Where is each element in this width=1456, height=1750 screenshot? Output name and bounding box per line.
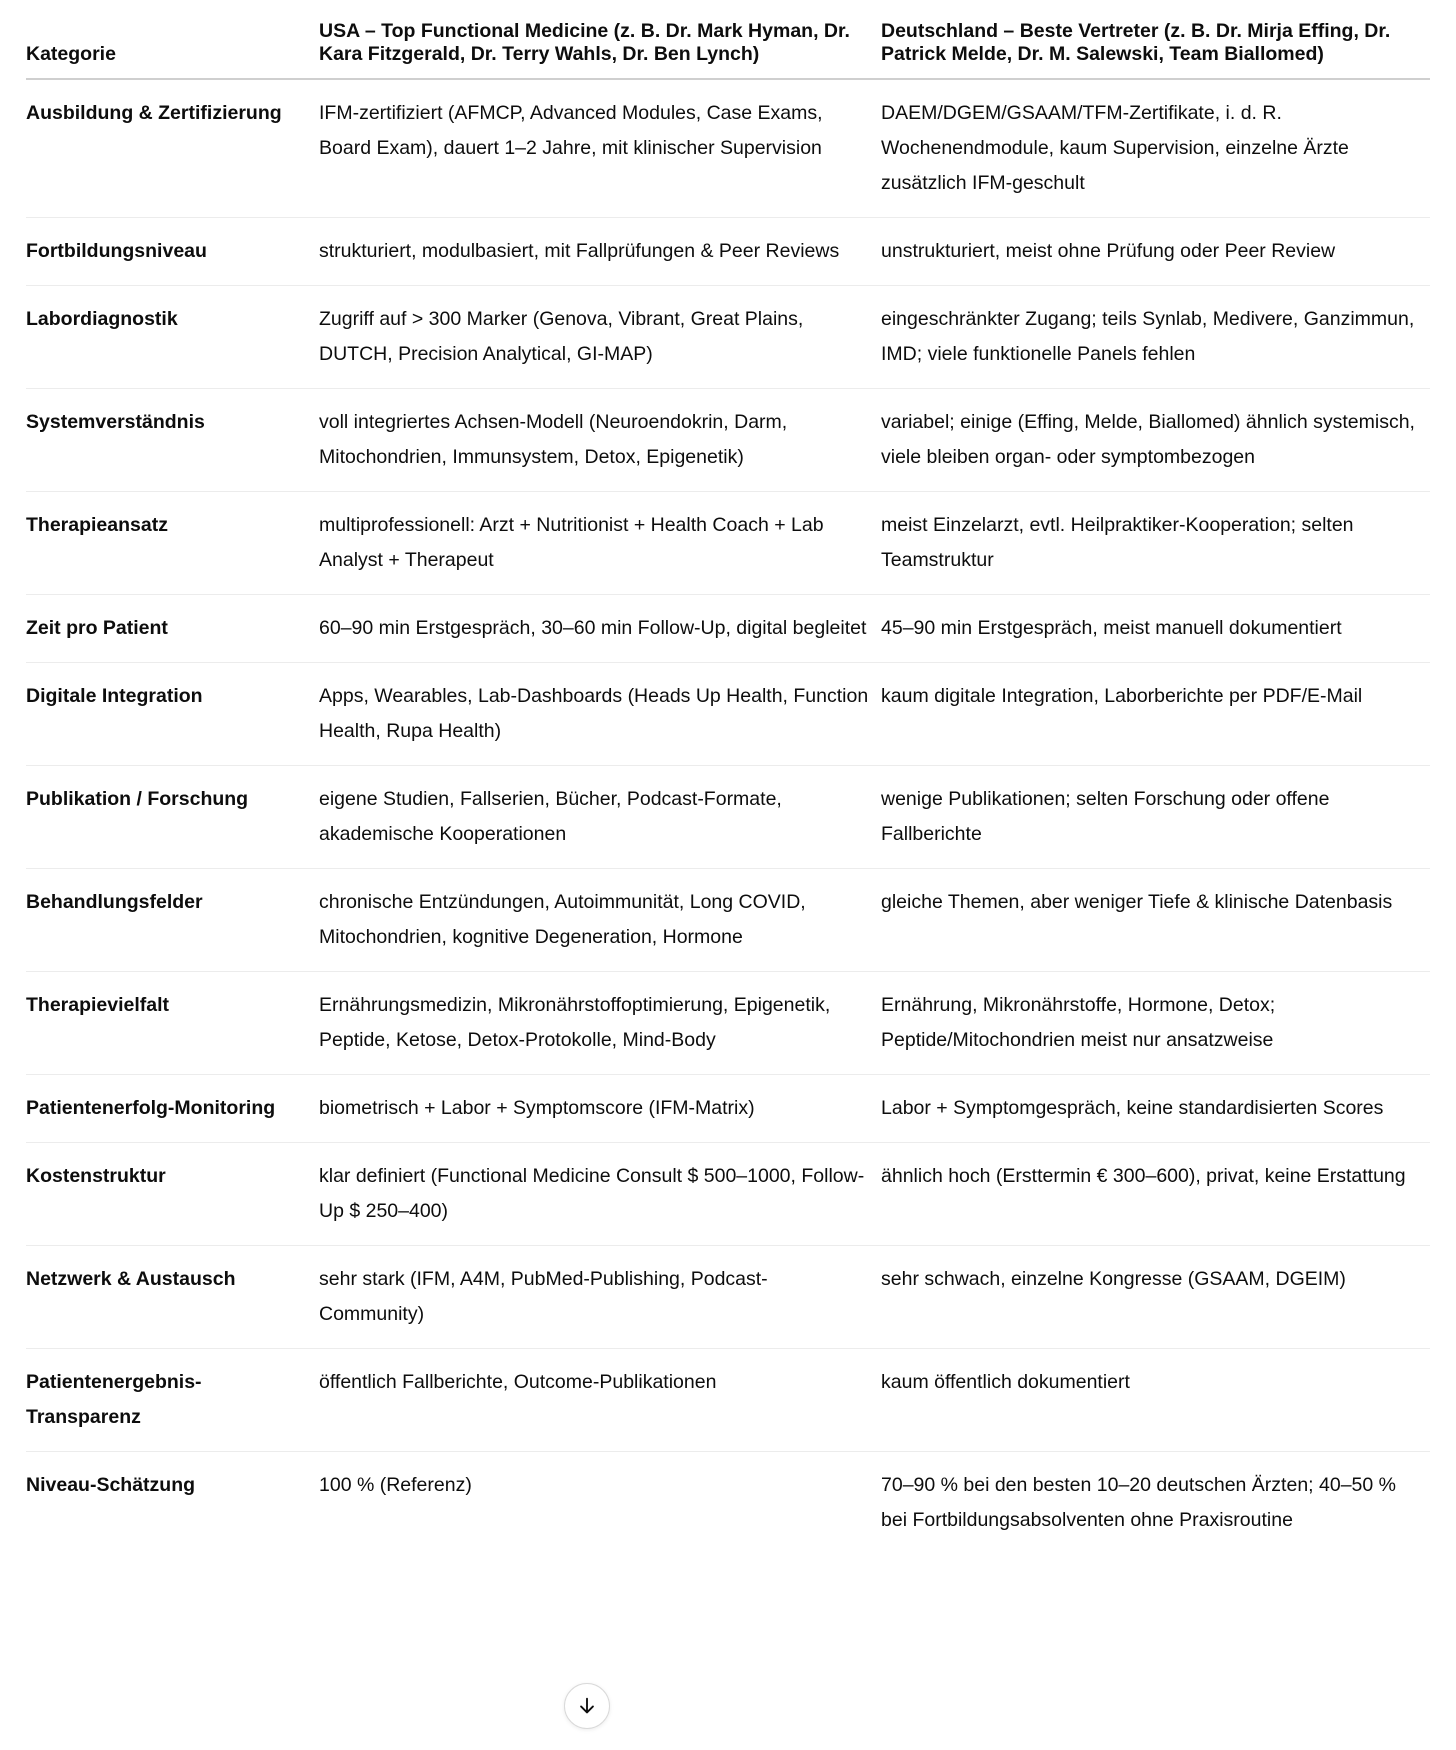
cell-usa: voll integriertes Achsen-Modell (Neuroendokrin, Darm, Mitochondrien, Immunsystem, Detox, Epigenetik)	[319, 389, 881, 492]
cell-germany: meist Einzelarzt, evtl. Heilpraktiker-Kooperation; selten Teamstruktur	[881, 492, 1430, 595]
cell-category: Systemverständnis	[26, 389, 319, 492]
table-row	[26, 492, 1430, 595]
cell-germany: Ernährung, Mikronährstoffe, Hormone, Detox; Peptide/Mitochondrien meist nur ansatzweise	[881, 972, 1430, 1075]
cell-germany: Labor + Symptomgespräch, keine standardisierten Scores	[881, 1075, 1430, 1143]
cell-category: Niveau-Schätzung	[26, 1474, 196, 1496]
table-row	[26, 1246, 1430, 1349]
table-row	[26, 869, 1430, 972]
cell-category: Labordiagnostik	[26, 286, 319, 389]
cell-germany: eingeschränkter Zugang; teils Synlab, Medivere, Ganzimmun, IMD; viele funktionelle Panels fehlen	[881, 286, 1430, 389]
comparison-table-container	[26, 0, 1430, 1554]
header-category: Kategorie	[26, 0, 319, 79]
table-row	[26, 766, 1430, 869]
header-germany: Deutschland – Beste Vertreter (z. B. Dr. Mirja Effing, Dr. Patrick Melde, Dr. M. Salewski, Team Biallomed)	[881, 0, 1430, 79]
cell-usa: sehr stark (IFM, A4M, PubMed-Publishing, Podcast-Community)	[319, 1246, 881, 1349]
cell-category: Publikation / Forschung	[26, 766, 319, 869]
cell-category: Therapieansatz	[26, 492, 319, 595]
cell-germany: variabel; einige (Effing, Melde, Biallomed) ähnlich systemisch, viele bleiben organ- oder symptombezogen	[881, 389, 1430, 492]
comparison-table	[26, 0, 1430, 1554]
cell-usa: biometrisch + Labor + Symptomscore (IFM-Matrix)	[319, 1075, 881, 1143]
cell-germany: kaum öffentlich dokumentiert	[881, 1349, 1430, 1452]
cell-category: Zeit pro Patient	[26, 595, 319, 663]
cell-germany: 45–90 min Erstgespräch, meist manuell dokumentiert	[881, 595, 1430, 663]
cell-germany: gleiche Themen, aber weniger Tiefe & klinische Datenbasis	[881, 869, 1430, 972]
table-row	[26, 972, 1430, 1075]
cell-germany: wenige Publikationen; selten Forschung oder offene Fallberichte	[881, 766, 1430, 869]
table-row	[26, 595, 1430, 663]
cell-category: Patientenergebnis-Transparenz	[26, 1349, 319, 1452]
table-row	[26, 1143, 1430, 1246]
cell-usa: multiprofessionell: Arzt + Nutritionist + Health Coach + Lab Analyst + Therapeut	[319, 492, 881, 595]
table-row	[26, 1349, 1430, 1452]
cell-category: Netzwerk & Austausch	[26, 1246, 319, 1349]
table-row	[26, 1452, 1430, 1555]
table-row	[26, 286, 1430, 389]
cell-usa: klar definiert (Functional Medicine Consult $ 500–1000, Follow-Up $ 250–400)	[319, 1143, 881, 1246]
cell-category: Digitale Integration	[26, 663, 319, 766]
table-row	[26, 218, 1430, 286]
cell-usa: eigene Studien, Fallserien, Bücher, Podcast-Formate, akademische Kooperationen	[319, 766, 881, 869]
arrow-down-icon	[576, 1695, 598, 1717]
cell-usa: chronische Entzündungen, Autoimmunität, Long COVID, Mitochondrien, kognitive Degeneration, Hormone	[319, 869, 881, 972]
cell-germany: kaum digitale Integration, Laborberichte per PDF/E-Mail	[881, 663, 1430, 766]
table-row	[26, 389, 1430, 492]
table-row	[26, 79, 1430, 218]
cell-germany: ähnlich hoch (Ersttermin € 300–600), privat, keine Erstattung	[881, 1143, 1430, 1246]
cell-category: Behandlungsfelder	[26, 869, 319, 972]
table-row	[26, 1075, 1430, 1143]
cell-usa: Ernährungsmedizin, Mikronährstoffoptimierung, Epigenetik, Peptide, Ketose, Detox-Protokolle, Mind-Body	[319, 972, 881, 1075]
cell-usa: strukturiert, modulbasiert, mit Fallprüfungen & Peer Reviews	[319, 218, 881, 286]
cell-usa: Zugriff auf > 300 Marker (Genova, Vibrant, Great Plains, DUTCH, Precision Analytical, GI-MAP)	[319, 286, 881, 389]
cell-germany: DAEM/DGEM/GSAAM/TFM-Zertifikate, i. d. R. Wochenendmodule, kaum Supervision, einzelne Ärzte zusätzlich IFM-geschult	[881, 79, 1430, 218]
cell-category: Fortbildungsniveau	[26, 218, 319, 286]
header-usa: USA – Top Functional Medicine (z. B. Dr. Mark Hyman, Dr. Kara Fitzgerald, Dr. Terry Wahls, Dr. Ben Lynch)	[319, 0, 881, 79]
cell-category: Therapievielfalt	[26, 972, 319, 1075]
cell-usa: 100 % (Referenz)	[319, 1474, 472, 1496]
cell-germany: 70–90 % bei den besten 10–20 deutschen Ärzten; 40–50 % bei Fortbildungsabsolventen ohne Praxisroutine	[881, 1474, 1396, 1531]
cell-usa: 60–90 min Erstgespräch, 30–60 min Follow-Up, digital begleitet	[319, 595, 881, 663]
header-row	[26, 0, 1430, 79]
table-body	[26, 79, 1430, 1554]
cell-usa: öffentlich Fallberichte, Outcome-Publikationen	[319, 1349, 881, 1452]
cell-usa: Apps, Wearables, Lab-Dashboards (Heads Up Health, Function Health, Rupa Health)	[319, 663, 881, 766]
cell-category: Ausbildung & Zertifizierung	[26, 79, 319, 218]
scroll-down-button[interactable]	[564, 1683, 610, 1729]
cell-germany: unstrukturiert, meist ohne Prüfung oder Peer Review	[881, 218, 1430, 286]
cell-germany: sehr schwach, einzelne Kongresse (GSAAM, DGEIM)	[881, 1246, 1430, 1349]
cell-category: Patientenerfolg-Monitoring	[26, 1075, 319, 1143]
cell-usa: IFM-zertifiziert (AFMCP, Advanced Modules, Case Exams, Board Exam), dauert 1–2 Jahre, mit klinischer Supervision	[319, 79, 881, 218]
table-header	[26, 0, 1430, 79]
cell-category: Kostenstruktur	[26, 1143, 319, 1246]
table-row	[26, 663, 1430, 766]
